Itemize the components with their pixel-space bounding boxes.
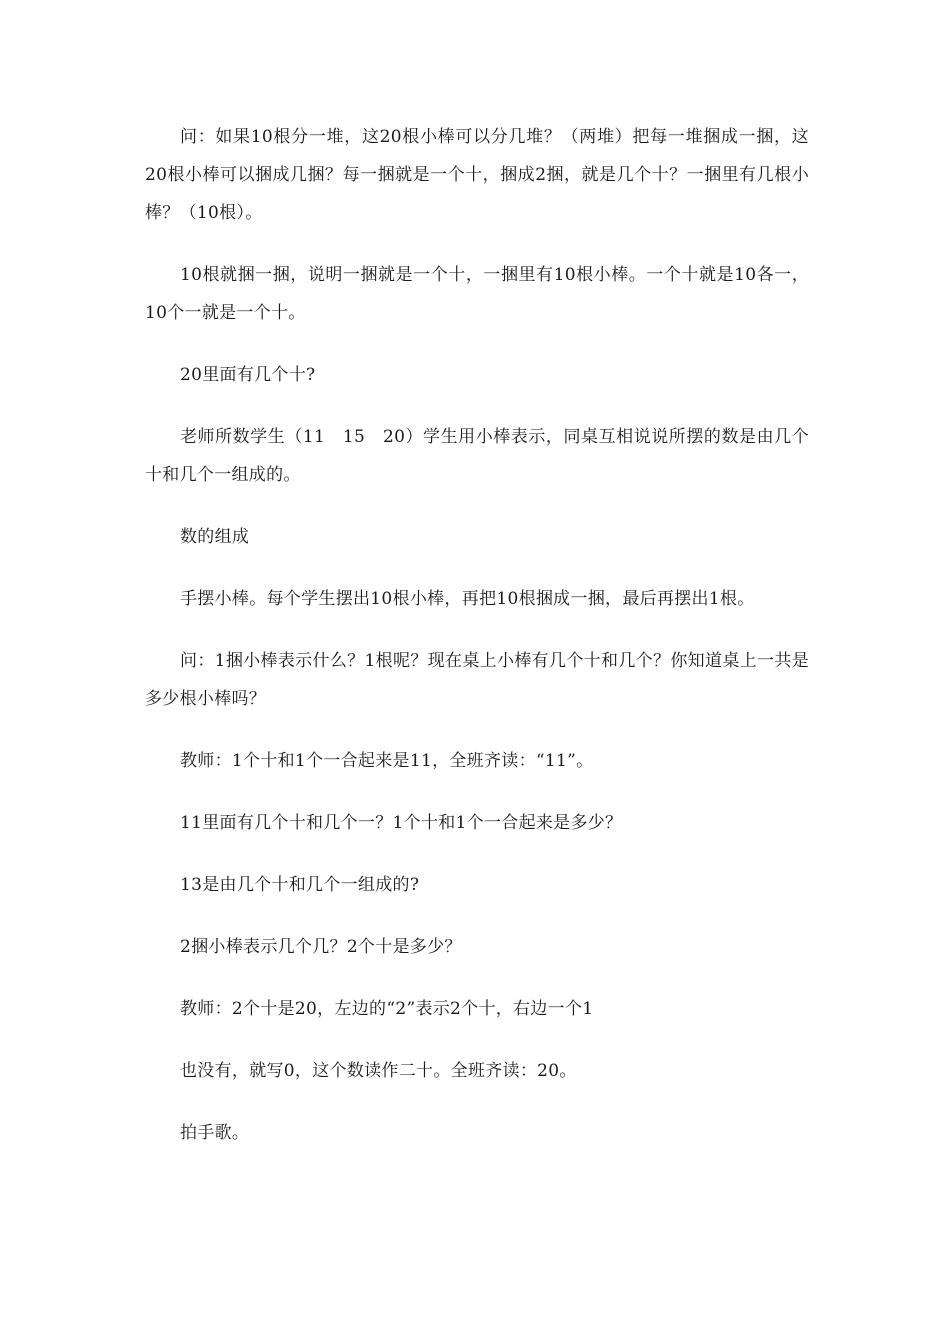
paragraph-clapping-song: 拍手歌。 (180, 1123, 250, 1143)
paragraph-tens-in-twenty: 20里面有几个十? (180, 365, 316, 385)
paragraph-ten-is-one-bundle: 10根就捆一捆，说明一捆就是一个十，一捆里有10根小棒。一个十就是10各一，10个一就是一个十。 (145, 265, 809, 323)
paragraph-teacher-twenty: 教师：2个十是20，左边的“2”表示2个十，右边一个1 (180, 999, 594, 1019)
paragraph-question-one-bundle: 问：1捆小棒表示什么？1根呢？现在桌上小棒有几个十和几个？你知道桌上一共是多少根小棒吗？ (145, 651, 809, 709)
paragraph-teacher-eleven: 教师：1个十和1个一合起来是11，全班齐读：“11”。 (180, 751, 594, 771)
paragraph-teacher-counts: 老师所数学生（11 15 20）学生用小棒表示，同桌互相说说所摆的数是由几个十和几个一组成的。 (145, 427, 809, 485)
paragraph-thirteen-composition: 13是由几个十和几个一组成的? (180, 875, 420, 895)
paragraph-write-zero: 也没有，就写0，这个数读作二十。全班齐读：20。 (180, 1061, 577, 1081)
paragraph-question-bundles: 问：如果10根分一堆，这20根小棒可以分几堆？（两堆）把每一堆捆成一捆，这20根小棒可以捆成几捆？每一捆就是一个十，捆成2捆，就是几个十？一捆里有几根小棒？（10根）。 (145, 127, 809, 223)
paragraph-hand-arrange-sticks: 手摆小棒。每个学生摆出10根小棒，再把10根捆成一捆，最后再摆出1根。 (180, 589, 755, 609)
paragraph-eleven-composition: 11里面有几个十和几个一？1个十和1个一合起来是多少？ (180, 813, 623, 833)
document-body (145, 118, 809, 1176)
paragraph-two-bundles: 2捆小棒表示几个几？2个十是多少？ (180, 937, 462, 957)
section-heading-number-composition: 数的组成 (180, 527, 250, 547)
